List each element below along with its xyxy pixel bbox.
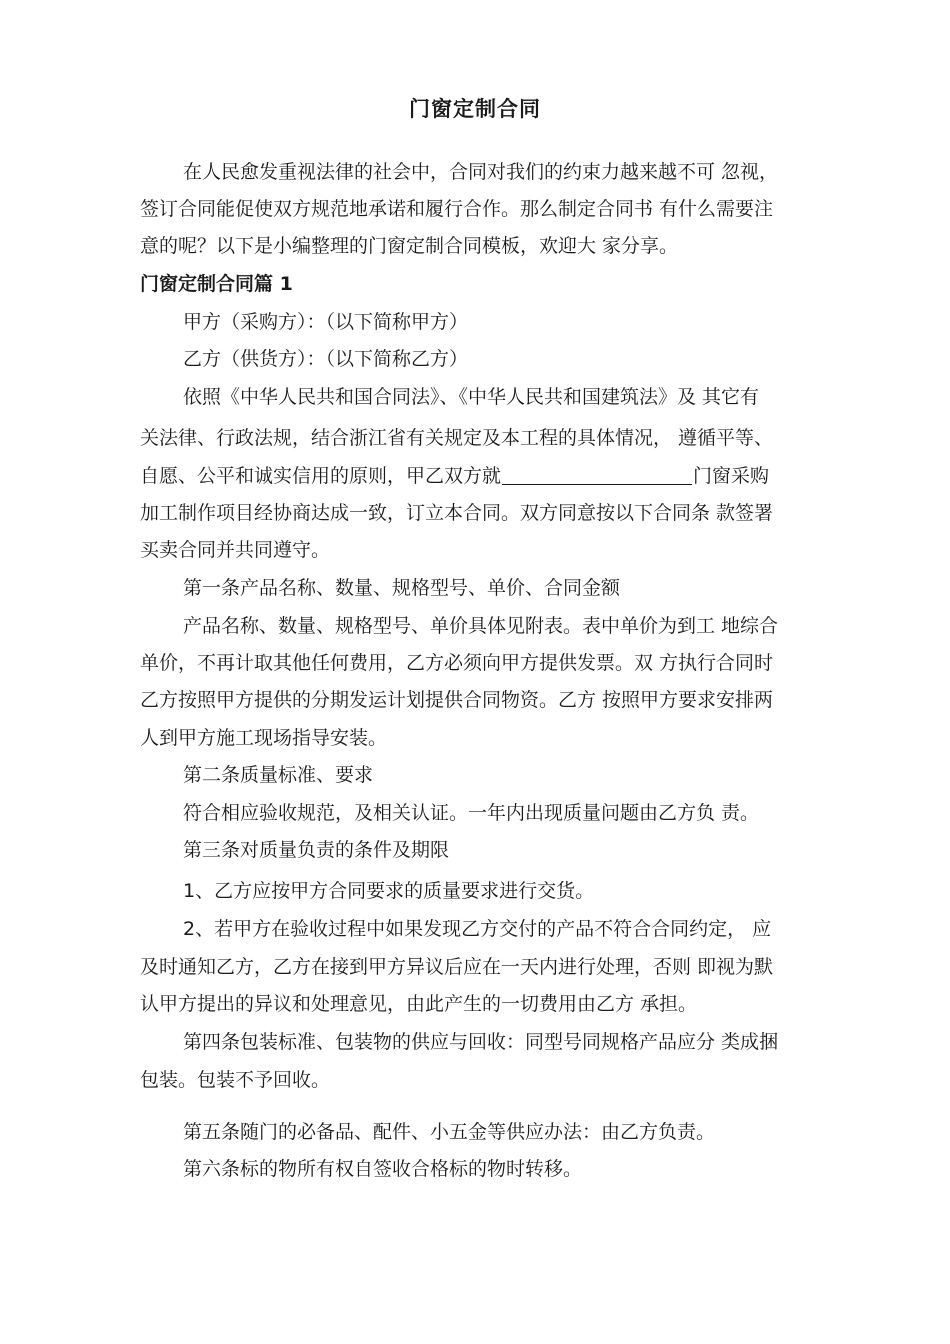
article-6: 第六条标的物所有权自签收合格标的物时转移。 xyxy=(183,1158,583,1180)
article-4-line-1: 第四条包装标准、包装物的供应与回收：同型号同规格产品应分 类成捆 xyxy=(183,1031,779,1053)
article-3-item-2-line-1: 2、若甲方在验收过程中如果发现乙方交付的产品不符合合同约定， 应 xyxy=(183,918,772,940)
basis-line-4: 加工制作项目经协商达成一致，订立本合同。双方同意按以下合同条 款签署 xyxy=(140,502,774,524)
party-a-line: 甲方（采购方）：（以下简称甲方） xyxy=(183,311,469,333)
article-1-line-1: 产品名称、数量、规格型号、单价具体见附表。表中单价为到工 地综合 xyxy=(183,615,779,637)
basis-line-5: 买卖合同并共同遵守。 xyxy=(140,539,331,561)
article-3-item-2-line-2: 及时通知乙方，乙方在接到甲方异议后应在一天内进行处理，否则 即视为默 xyxy=(140,956,774,978)
article-3-item-1: 1、乙方应按甲方合同要求的质量要求进行交货。 xyxy=(183,880,595,902)
basis-line-3-text: 自愿、公平和诚实信用的原则，甲乙双方就 xyxy=(140,465,502,487)
party-b-line: 乙方（供货方）：（以下简称乙方） xyxy=(183,348,469,370)
intro-line-3: 意的呢？以下是小编整理的门窗定制合同模板，欢迎大 家分享。 xyxy=(140,235,679,257)
article-1-title: 第一条产品名称、数量、规格型号、单价、合同金额 xyxy=(183,577,621,599)
basis-line-3-suffix: 门窗采购 xyxy=(693,465,770,487)
intro-line-2: 签订合同能促使双方规范地承诺和履行合作。那么制定合同书 有什么需要注 xyxy=(140,198,774,220)
article-1-line-3: 乙方按照甲方提供的分期发运计划提供合同物资。乙方 按照甲方要求安排两 xyxy=(140,689,774,711)
article-2-title: 第二条质量标准、要求 xyxy=(183,764,374,786)
intro-line-1: 在人民愈发重视法律的社会中，合同对我们的约束力越来越不可 忽视， xyxy=(183,161,779,183)
article-1-line-2: 单价，不再计取其他任何费用，乙方必须向甲方提供发票。双 方执行合同时 xyxy=(140,652,774,674)
basis-line-1: 依照《中华人民共和国合同法》、《中华人民共和国建筑法》及 其它有 xyxy=(183,386,760,408)
article-3-title: 第三条对质量负责的条件及期限 xyxy=(183,839,450,861)
project-name-blank xyxy=(502,466,692,485)
basis-line-3 xyxy=(140,464,769,488)
section-heading: 门窗定制合同篇 1 xyxy=(140,273,293,295)
article-2-body: 符合相应验收规范，及相关认证。一年内出现质量问题由乙方负 责。 xyxy=(183,802,760,824)
document-title: 门窗定制合同 xyxy=(409,97,541,121)
article-4-line-2: 包装。包装不予回收。 xyxy=(140,1069,331,1091)
article-1-line-4: 人到甲方施工现场指导安装。 xyxy=(140,727,388,749)
article-3-item-2-line-3: 认甲方提出的异议和处理意见，由此产生的一切费用由乙方 承担。 xyxy=(140,993,698,1015)
article-5: 第五条随门的必备品、配件、小五金等供应办法：由乙方负责。 xyxy=(183,1121,716,1143)
basis-line-2: 关法律、行政法规，结合浙江省有关规定及本工程的具体情况， 遵循平等、 xyxy=(140,427,774,449)
